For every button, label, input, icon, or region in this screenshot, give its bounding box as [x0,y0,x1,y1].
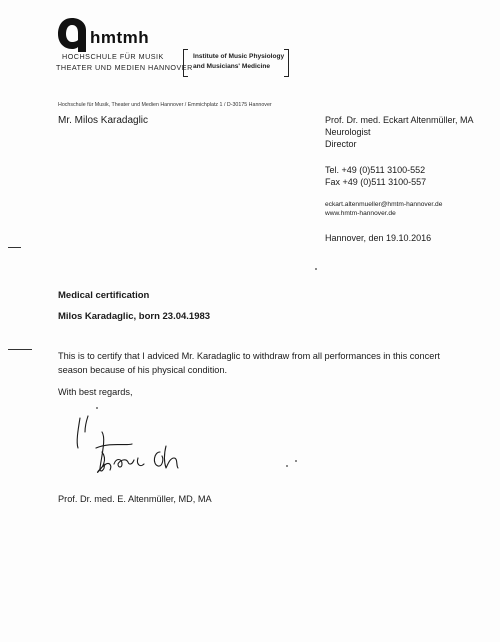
scan-speck [96,407,98,409]
contact-role-director: Director [325,139,357,149]
institute-line1: Institute of Music Physiology [193,53,285,60]
scan-speck [286,465,288,467]
contact-website: www.hmtm-hannover.de [325,210,396,217]
recipient-name: Mr. Milos Karadaglic [58,115,149,126]
scan-speck [295,460,297,462]
contact-email: eckart.altenmueller@hmtm-hannover.de [325,201,443,208]
brand-line1: HOCHSCHULE FÜR MUSIK [62,52,164,61]
sender-address: Hochschule für Musik, Theater und Medien Hannover / Emmichplatz 1 / D-30175 Hannover [58,102,272,108]
institute-line2: and Musicians' Medicine [193,63,271,70]
letter-title: Medical certification [58,290,150,301]
letter-subject: Milos Karadaglic, born 23.04.1983 [58,311,211,322]
contact-fax: Fax +49 (0)511 3100-557 [325,177,427,187]
contact-name: Prof. Dr. med. Eckart Altenmüller, MA [325,115,474,125]
bracket-left [183,49,188,77]
contact-tel: Tel. +49 (0)511 3100-552 [325,165,426,175]
fold-mark-middle [8,349,32,350]
signatory-name: Prof. Dr. med. E. Altenmüller, MD, MA [58,494,212,504]
brand-name: hmtmh [90,28,150,47]
signature-icon [66,408,216,488]
bracket-right [284,49,289,77]
letter-date: Hannover, den 19.10.2016 [325,233,432,243]
letter-body: This is to certify that I adviced Mr. Karadaglic to withdraw from all performances in this concert season because of his physical condition. [58,351,440,375]
brand-line2: THEATER UND MEDIEN HANNOVER [56,63,193,72]
hmtmh-logo-icon [56,16,88,52]
contact-role-neurologist: Neurologist [325,127,371,137]
fold-mark-top [8,247,21,248]
scan-speck [315,268,317,270]
letter-closing: With best regards, [58,387,133,397]
